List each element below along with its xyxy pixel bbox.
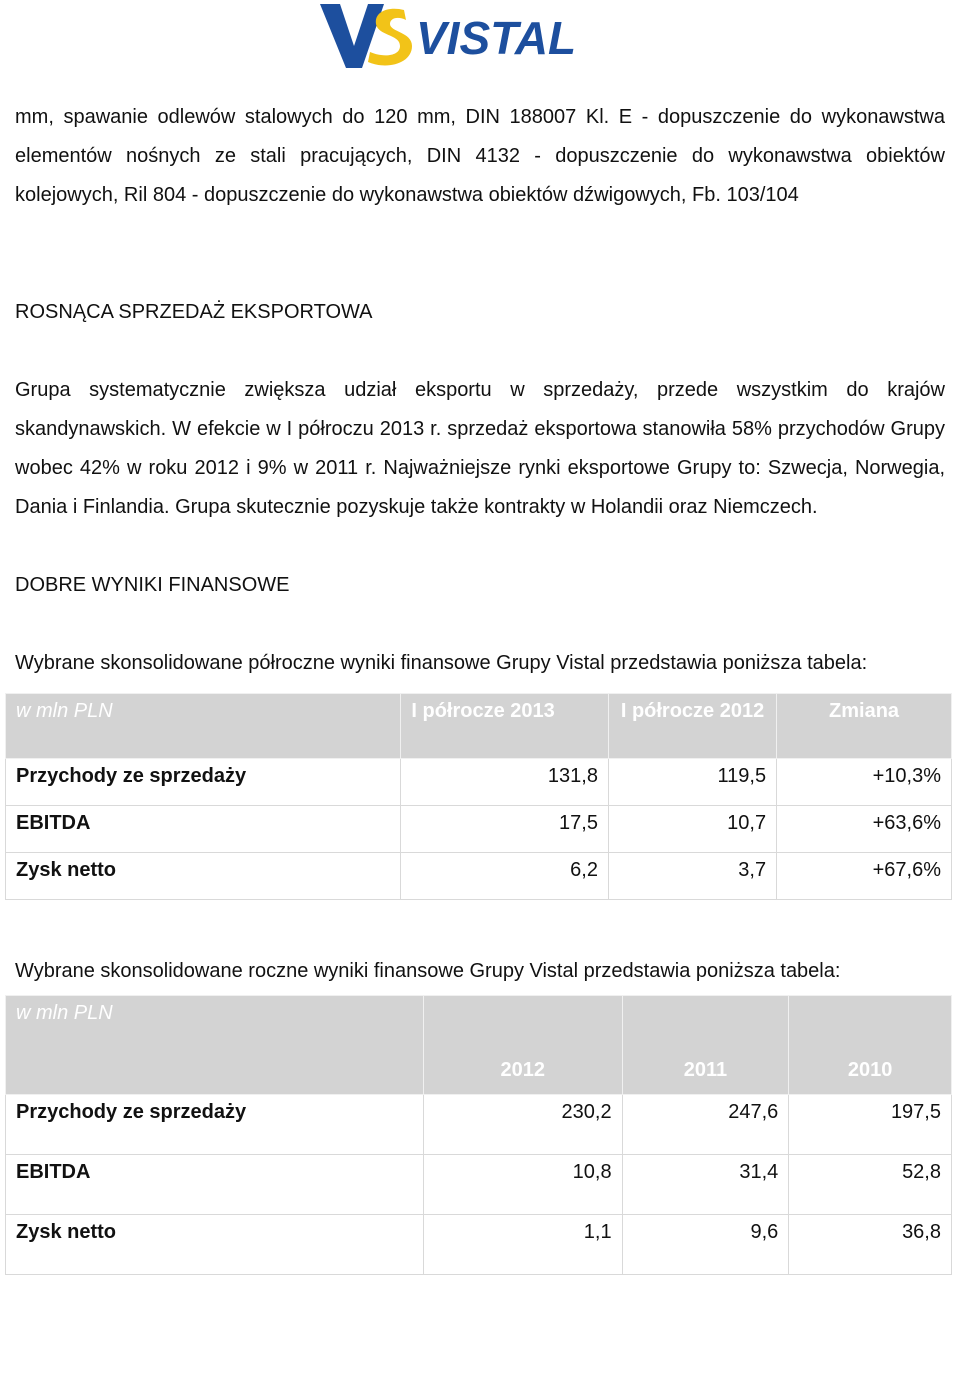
cell-value: 197,5 — [789, 1095, 952, 1155]
vistal-logo — [318, 2, 640, 72]
cell-value: 36,8 — [789, 1215, 952, 1275]
cell-value: 6,2 — [401, 853, 609, 900]
header-change: Zmiana — [777, 694, 952, 759]
paragraph-half-year-intro: Wybrane skonsolidowane półroczne wyniki finansowe Grupy Vistal przedstawia poniższa tabela: — [15, 652, 868, 674]
row-label: Zysk netto — [6, 1215, 424, 1275]
row-label: Przychody ze sprzedaży — [6, 1095, 424, 1155]
cell-value: 52,8 — [789, 1155, 952, 1215]
cell-value: 230,2 — [424, 1095, 623, 1155]
header-unit: w mln PLN — [6, 694, 401, 759]
row-label: EBITDA — [6, 1155, 424, 1215]
row-label: Przychody ze sprzedaży — [6, 759, 401, 806]
cell-value: +67,6% — [777, 853, 952, 900]
cell-value: 131,8 — [401, 759, 609, 806]
table-row — [6, 1215, 952, 1275]
header-2011: 2011 — [622, 996, 789, 1095]
paragraph-export: Grupa systematycznie zwiększa udział eksportu w sprzedaży, przede wszystkim do krajów skandynawskich. W efekcie w I półroczu 2013 r. sprzedaż eksportowa stanowiła 58% przychodów Grupy wobec 42% w roku 2012 i 9% w 2011 r. Najważniejsze rynki eksportowe Grupy to: Szwecja, Norwegia, Dania i Finlandia. Grupa skutecznie pozyskuje także kontrakty w Holandii oraz Niemczech. — [15, 379, 945, 518]
cell-value: 3,7 — [608, 853, 776, 900]
row-label: Zysk netto — [6, 853, 401, 900]
cell-value: 31,4 — [622, 1155, 789, 1215]
cell-value: +63,6% — [777, 806, 952, 853]
cell-value: 17,5 — [401, 806, 609, 853]
header-2012: 2012 — [424, 996, 623, 1095]
paragraph-annual-intro: Wybrane skonsolidowane roczne wyniki finansowe Grupy Vistal przedstawia poniższa tabela: — [15, 960, 841, 982]
cell-value: 247,6 — [622, 1095, 789, 1155]
cell-value: +10,3% — [777, 759, 952, 806]
cell-value: 10,8 — [424, 1155, 623, 1215]
half-year-results-table — [5, 693, 952, 900]
table-row — [6, 806, 952, 853]
table-row — [6, 1155, 952, 1215]
header-h1-2013: I półrocze 2013 — [401, 694, 609, 759]
table-row — [6, 759, 952, 806]
table-header-row — [6, 996, 952, 1095]
document-body — [15, 98, 945, 1275]
row-label: EBITDA — [6, 806, 401, 853]
header-unit: w mln PLN — [6, 996, 424, 1095]
header-2010: 2010 — [789, 996, 952, 1095]
table-row — [6, 1095, 952, 1155]
heading-export-sales: ROSNĄCA SPRZEDAŻ EKSPORTOWA — [15, 301, 373, 323]
cell-value: 1,1 — [424, 1215, 623, 1275]
header-h1-2012: I półrocze 2012 — [608, 694, 776, 759]
table-row — [6, 853, 952, 900]
logo-wordmark: VISTAL — [416, 12, 577, 64]
cell-value: 119,5 — [608, 759, 776, 806]
cell-value: 9,6 — [622, 1215, 789, 1275]
cell-value: 10,7 — [608, 806, 776, 853]
table-header-row — [6, 694, 952, 759]
annual-results-table — [5, 995, 952, 1275]
heading-financial-results: DOBRE WYNIKI FINANSOWE — [15, 574, 290, 596]
paragraph-certifications: mm, spawanie odlewów stalowych do 120 mm, DIN 188007 Kl. E - dopuszczenie do wykonawstwa elementów nośnych ze stali pracujących, DIN 4132 - dopuszczenie do wykonawstwa obiektów kolejowych, Ril 804 - dopuszczenie do wykonawstwa obiektów dźwigowych, Fb. 103/104 — [15, 106, 945, 206]
